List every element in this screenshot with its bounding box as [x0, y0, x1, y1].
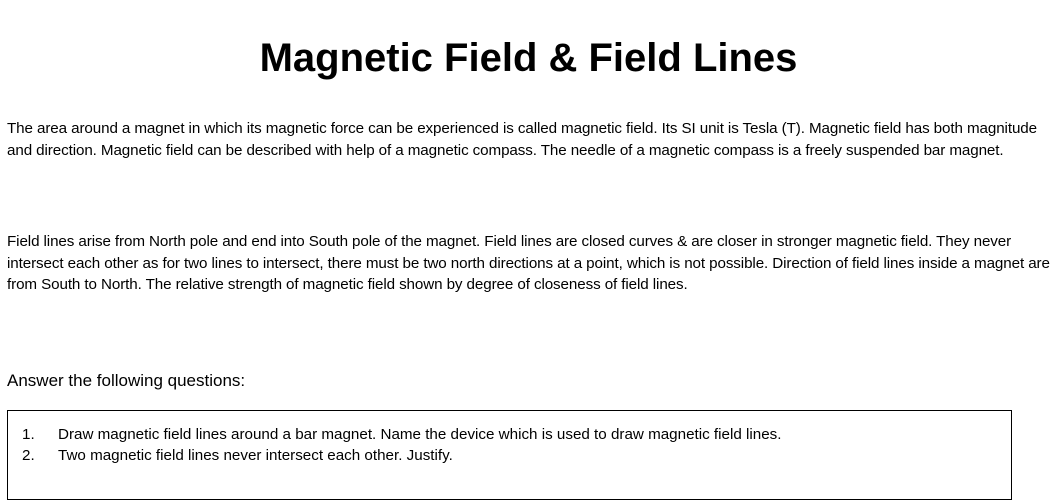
question-item	[22, 445, 781, 466]
questions-box	[7, 410, 1012, 500]
questions-prompt: Answer the following questions:	[7, 371, 246, 390]
questions-list	[22, 424, 781, 466]
question-item	[22, 424, 781, 445]
paragraph-magnetic-field: The area around a magnet in which its magnetic force can be experienced is called magnetic field. Its SI unit is Tesla (T). Magnetic field has both magnitude and direction. Magnetic field can be described with help of a magnetic compass. The needle of a magnetic compass is a freely suspended bar magnet.	[7, 120, 1037, 159]
paragraph-field-lines: Field lines arise from North pole and end into South pole of the magnet. Field lines are closed curves & are closer in stronger magnetic field. They never intersect each other as for two lines to intersect, there must be two north directions at a point, which is not possible. Direction of field lines inside a magnet are from South to North. The relative strength of magnetic field shown by degree of closeness of field lines.	[7, 233, 1050, 293]
question-number: 2.	[22, 447, 35, 464]
page-title: Magnetic Field & Field Lines	[259, 36, 798, 80]
question-text: Two magnetic field lines never intersect each other. Justify.	[58, 447, 453, 464]
question-number: 1.	[22, 426, 35, 443]
question-text: Draw magnetic field lines around a bar magnet. Name the device which is used to draw magnetic field lines.	[58, 426, 782, 443]
